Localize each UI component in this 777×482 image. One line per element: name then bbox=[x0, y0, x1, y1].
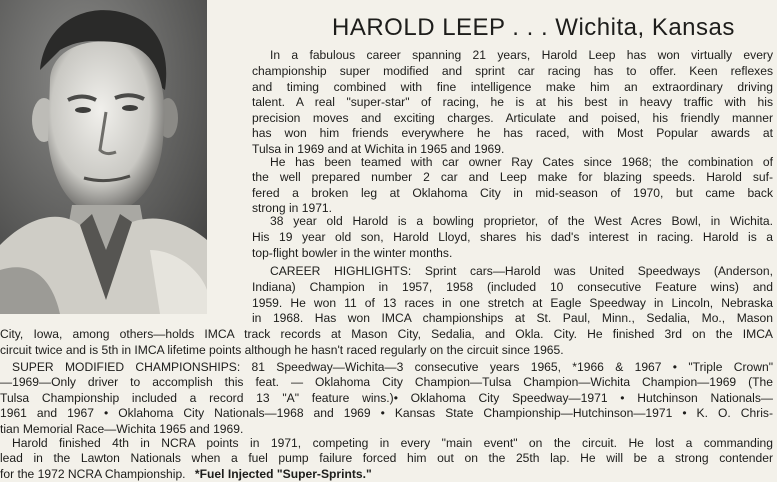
text-line: Tulsa Championship included a record 13 "A" feature wins.)• Oklahoma City Speedway—1971 • Hutchinson Nationals— bbox=[0, 390, 773, 405]
paragraph-car-owner-cont bbox=[252, 170, 773, 217]
text-line: circuit twice and is 5th in IMCA lifetime points although he hasn't raced regularly on the circuit since 1965. bbox=[0, 342, 564, 357]
text-line: Tulsa in 1969 and at Wichita in 1965 and 1969. bbox=[252, 141, 505, 156]
text-line: 1959. He won 11 of 13 races in one stretch at Eagle Speedway in Lincoln, Nebraska bbox=[252, 295, 773, 310]
text-line: —1969—Only driver to accomplish this feat. — Oklahoma City Champion—Tulsa Champion—Wichita Champion—1969 (The bbox=[0, 375, 773, 389]
text-line: 38 year old Harold is a bowling proprietor, of the West Acres Bowl, in Wichita. bbox=[270, 214, 773, 228]
paragraph-ncra bbox=[12, 436, 773, 452]
text-line: top-flight bowler in the winter months. bbox=[252, 245, 453, 260]
text-line: He has been teamed with car owner Ray Cates since 1968; the combination of bbox=[270, 155, 773, 169]
ncra-last-line: for the 1972 NCRA Championship. bbox=[0, 466, 186, 481]
text-line: talent. A real "super-star" of racing, he is at his best in heavy traffic with his bbox=[252, 95, 773, 110]
paragraph-super-modified-cont bbox=[0, 375, 773, 437]
text-line: strong in 1971. bbox=[252, 201, 333, 216]
paragraph-career-highlights bbox=[270, 264, 773, 280]
text-line: lead in the Lawton Nationals when a fuel pump failure forced him out on the 25th lap. He will be a strong contender bbox=[0, 451, 773, 465]
text-line: Harold finished 4th in NCRA points in 1971, competing in every "main event" on the circuit. He lost a commanding bbox=[12, 436, 773, 450]
paragraph-super-modified bbox=[12, 360, 773, 376]
text-line: fered a broken leg at Oklahoma City in mid-season of 1970, but came back bbox=[252, 185, 773, 200]
paragraph-career-highlights-wide bbox=[0, 327, 773, 358]
driver-portrait-photo bbox=[0, 0, 207, 314]
paragraph-bowling bbox=[270, 214, 773, 230]
text-line: championship super modified and sprint car racing has to offer. Keen reflexes bbox=[252, 64, 773, 78]
text-line: His 19 year old son, Harold Lloyd, shares his dad's interest in racing. Harold is a bbox=[252, 230, 773, 244]
paragraph-car-owner bbox=[270, 155, 773, 171]
text-line: has won him friends everywhere he has raced, with Most Popular awards at bbox=[252, 126, 773, 141]
text-line: Indiana) Champion in 1957, 1958 (included 10 consecutive Feature wins) and bbox=[252, 280, 773, 294]
paragraph-ncra-cont bbox=[0, 451, 773, 482]
text-line: in 1968. Has won IMCA championships at St. Paul, Minn., Sedalia, Mo., Mason bbox=[252, 311, 773, 326]
paragraph-career-overview bbox=[252, 48, 773, 64]
text-line: precision moves and exciting charges. Articulate and poised, his friendly manner bbox=[252, 110, 773, 125]
text-line: the well prepared number 2 car and Leep make for blazing speeds. Harold suf- bbox=[252, 170, 773, 184]
text-line: SUPER MODIFIED CHAMPIONSHIPS: 81 Speedway—Wichita—3 consecutive years 1965, *1966 & 1967 • "Triple Crown" bbox=[12, 360, 773, 374]
paragraph-bowling-cont bbox=[252, 230, 773, 261]
text-line: In a fabulous career spanning 21 years, Harold Leep has won virtually every bbox=[270, 48, 773, 62]
text-line: City, Iowa, among others—holds IMCA track records at Mason City, Sedalia, and Okla. City. He finished 3rd on the IMCA bbox=[0, 327, 773, 341]
paragraph-career-overview-cont bbox=[252, 64, 773, 158]
footnote-fuel-injected: *Fuel Injected "Super-Sprints." bbox=[194, 466, 372, 481]
text-line: CAREER HIGHLIGHTS: Sprint cars—Harold was United Speedways (Anderson, bbox=[270, 264, 773, 278]
text-line: tian Memorial Race—Wichita 1965 and 1969. bbox=[0, 421, 244, 436]
text-line: and timing combined with fine intelligence make him an extraordinary driving bbox=[252, 79, 773, 94]
paragraph-career-highlights-cont bbox=[252, 280, 773, 327]
page-title: HAROLD LEEP . . . Wichita, Kansas bbox=[332, 14, 735, 41]
text-line: 1961 and 1967 • Oklahoma City Nationals—1968 and 1969 • Kansas State Championship—Hutchinson—1971 • K. O. Chris- bbox=[0, 406, 773, 421]
